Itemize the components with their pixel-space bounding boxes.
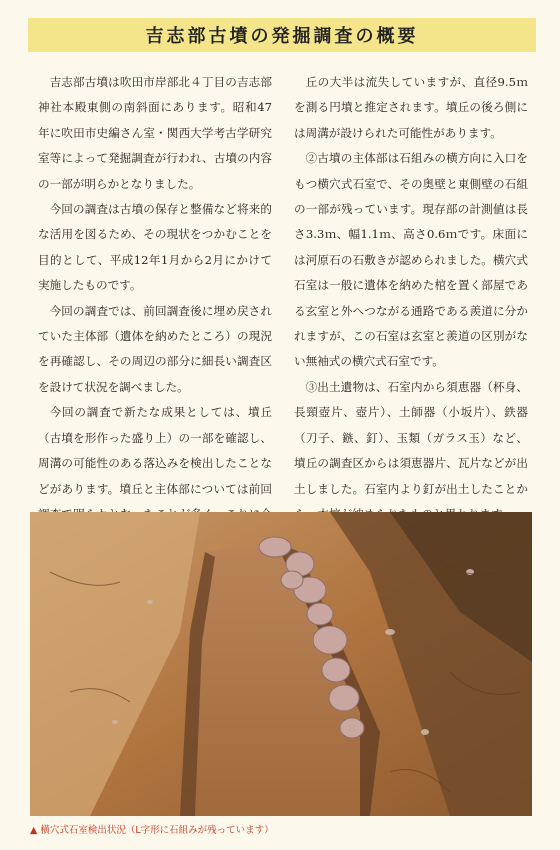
paragraph: 吉志部古墳は吹田市岸部北４丁目の吉志部神社本殿東側の南斜面にあります。昭和47年に吹田市史編さん室・関西大学考古学研究室等によって発掘調査が行われ、古墳の内容の一部が明らかとなりました。	[38, 75, 272, 191]
title-band	[28, 18, 536, 52]
excavation-photo-image	[30, 512, 532, 816]
paragraph: 今回の調査では、前回調査後に埋め戻されていた主体部（遺体を納めたところ）の現況を再確認し、その周辺の部分に細長い調査区を設けて状況を調べました。	[38, 303, 272, 394]
photo-caption	[30, 822, 532, 836]
paragraph: 丘の大半は流失していますが、直径9.5ｍを測る円墳と推定されます。墳丘の後ろ側には周溝が設けられた可能性があります。	[294, 75, 528, 140]
caption-text: 横穴式石室検出状況（L字形に石組みが残っています）	[40, 825, 274, 836]
page-title: 吉志部古墳の発掘調査の概要	[145, 26, 419, 47]
paragraph: 今回の調査は古墳の保存と整備など将来的な活用を図るため、その現状をつかむことを目的として、平成12年1月から2月にかけて実施したものです。	[38, 202, 272, 293]
excavation-photo	[30, 512, 532, 816]
paragraph: ③出土遺物は、石室内から須恵器（杯身、長頸壺片、壺片）、土師器（小坂片）、鉄器（刀子、鏃、釘）、玉類（ガラス玉）など、墳丘の調査区からは須恵器片、瓦片などが出土しました。石室内より釘が出土したことか	[294, 379, 528, 496]
triangle-icon: ▲	[30, 825, 38, 836]
paragraph: ②古墳の主体部は石組みの横方向に入口をもつ横穴式石室で、その奥壁と東側壁の石組の一部が残っています。現存部の計測値は長さ3.3ｍ、幅1.1ｍ、高さ0.6ｍです。床面には河原石の石敷きが認められました。横穴式石室は一般に遺体を納めた棺を置く部屋である玄室と外へつながる通路である羨道に分かれますが、この石室は玄室と羨道の区別がない無袖式の横穴式石室です。	[294, 151, 528, 369]
paragraph: 今回の調査で新たな成果としては、墳丘（古墳を形作った盛り上）の一部を確認し、周溝の可能性のある落込みを検出したことなどがあります。墳丘と主体部については前回	[38, 405, 272, 496]
